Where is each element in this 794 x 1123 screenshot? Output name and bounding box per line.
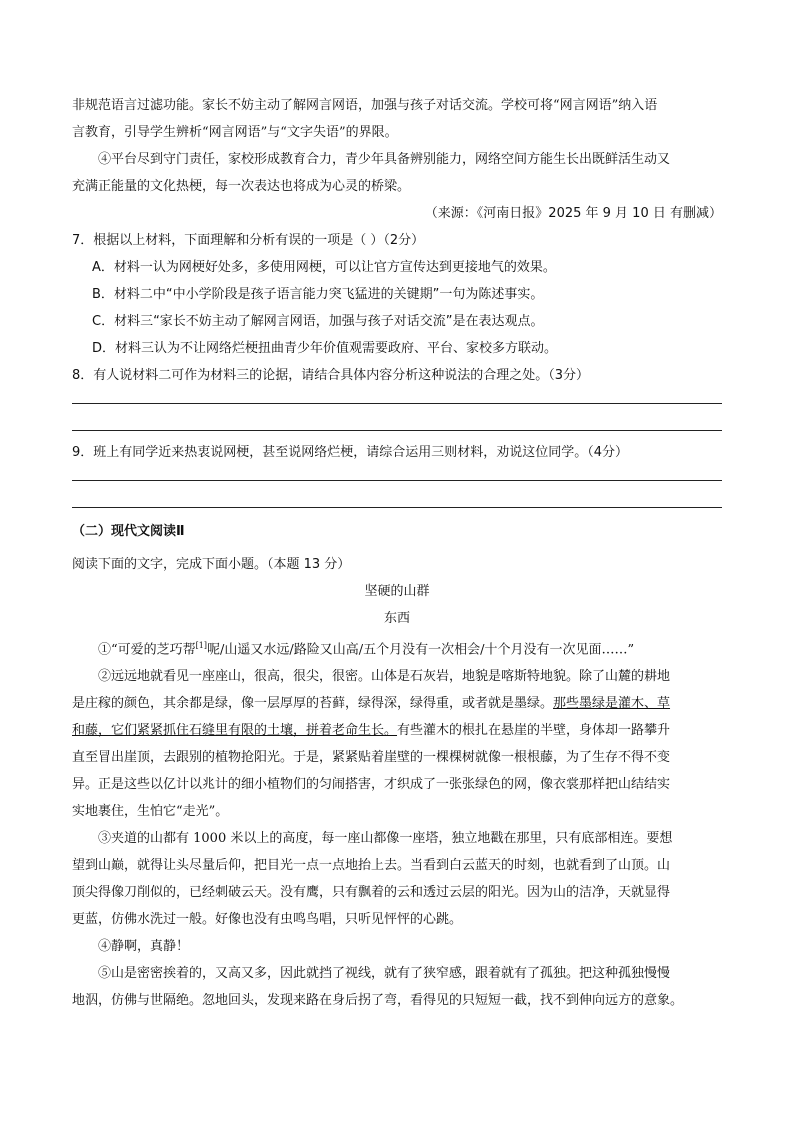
underlined-sentence: 和藤，它们紧紧抓住石缝里有限的土壤，拼着老命生长。 [72, 723, 398, 739]
text-line: ⑤山是密密挨着的，又高又多，因此就挡了视线，就有了狭窄感，跟着就有了孤独。把这种孤独慢慢 [98, 966, 671, 982]
option-d: D．材料三认为不让网络烂梗扭曲青少年价值观需要政府、平台、家校多方联动。 [92, 341, 558, 356]
source-citation: （来源：《河南日报》2025 年 9 月 10 日 有删减） [424, 206, 722, 221]
section-heading: （二）现代文阅读Ⅱ [72, 524, 185, 539]
text-line: ④平台尽到守门责任，家校形成教育合力，青少年具备辨别能力，网络空间方能生长出既鲜活生动又 [98, 152, 671, 167]
question-9-stem: 9．班上有同学近来热衷说网梗，甚至说网络烂梗，请综合运用三则材料，劝说这位同学。（4分） [72, 445, 629, 460]
essay-paragraph: ④静啊，真静！ [98, 939, 190, 955]
essay-paragraph [72, 825, 722, 933]
text-line: 直至冒出崖顶，去跟别的植物抢阳光。于是，紧紧贴着崖壁的一棵棵树就像一根根藤，为了生存不得不变 [72, 750, 671, 766]
question-8-stem: 8．有人说材料二可作为材料三的论据，请结合具体内容分析这种说法的合理之处。（3分） [72, 368, 590, 383]
section-instruction: 阅读下面的文字，完成下面小题。（本题 13 分） [72, 557, 351, 572]
underlined-sentence: 那些墨绿是灌木、草 [553, 696, 671, 712]
text-line: ③夹道的山都有 1000 米以上的高度，每一座山都像一座塔，独立地戳在那里，只有底部相连。要想 [98, 831, 673, 847]
option-a: A．材料一认为网梗好处多，多使用网梗，可以让官方宣传达到更接地气的效果。 [92, 260, 556, 275]
text-line: 地泅，仿佛与世隔绝。忽地回头，发现来路在身后拐了弯，看得见的只短短一截，找不到伸向远方的意象。 [72, 993, 684, 1009]
text-run: 呢/山遥又水远/路险又山高/五个月没有一次相会/十个月没有一次见面……” [207, 642, 635, 658]
text-line: 顶尖得像刀削似的，已经刺破云天。没有鹰，只有飘着的云和透过云层的阳光。因为山的洁净，天就显得 [72, 885, 671, 901]
essay-title: 坚硬的山群 [364, 584, 430, 599]
material-paragraph [72, 92, 722, 146]
document-page [72, 92, 722, 1014]
essay-author: 东西 [383, 611, 410, 626]
essay-paragraph [72, 960, 722, 1014]
essay-paragraph [72, 663, 722, 825]
material-paragraph [72, 146, 722, 200]
option-b: B．材料二中“中小学阶段是孩子语言能力突飞猛进的关键期”一句为陈述事实。 [92, 287, 544, 302]
text-line: 望到山巅，就得让头尽量后仰，把目光一点一点地抬上去。当看到白云蓝天的时刻，也就看到了山顶。山 [72, 858, 671, 874]
text-run: 是庄稼的颜色，其余都是绿，像一层厚厚的苔藓，绿得深，绿得重，或者就是墨绿。 [72, 696, 554, 712]
text-line: 实地裹住，生怕它“走光”。 [72, 804, 229, 820]
question-7-stem: 7．根据以上材料，下面理解和分析有误的一项是（ ）（2分） [72, 233, 425, 248]
footnote-marker[interactable]: [1] [195, 641, 207, 650]
option-c: C．材料三“家长不妨主动了解网言网语，加强与孩子对话交流”是在表达观点。 [92, 314, 544, 329]
text-run: 有些灌木的根扎在悬崖的半壁，身体却一路攀升 [397, 723, 671, 739]
text-run: ①“可爱的芝巧帮 [98, 642, 196, 658]
text-line: 非规范语言过滤功能。家长不妨主动了解网言网语，加强与孩子对话交流。学校可将“网言网语”纳入语 [72, 98, 658, 113]
essay-paragraph [72, 632, 722, 663]
text-line: 言教育，引导学生辨析“网言网语”与“文字失语”的界限。 [72, 125, 398, 140]
text-line: 充满正能量的文化热梗，每一次表达也将成为心灵的桥梁。 [72, 179, 411, 194]
text-line: 更蓝，仿佛水洗过一般。好像也没有虫鸣鸟唱，只听见怦怦的心跳。 [72, 912, 463, 928]
text-line: ②远远地就看见一座座山，很高，很尖，很密。山体是石灰岩，地貌是喀斯特地貌。除了山麓的耕地 [98, 669, 671, 685]
text-line: 异。正是这些以亿计以兆计的细小植物们的匀闹搭害，才织成了一张张绿色的网，像衣裳那样把山结结实 [72, 777, 671, 793]
